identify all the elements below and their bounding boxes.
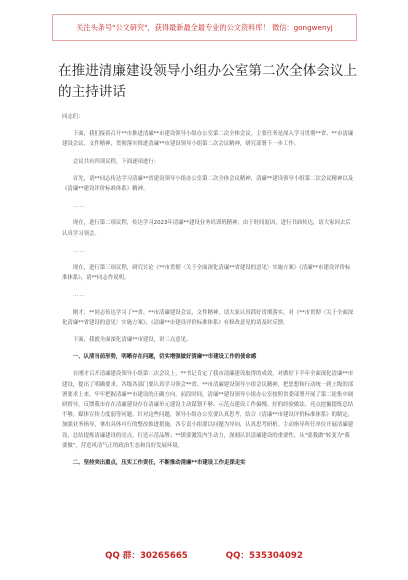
qq-group-label: QQ 群：30265665	[105, 551, 188, 561]
paragraph: 下面，我就全面深化清廉**市建设，讲三点意见。	[72, 337, 192, 344]
promo-banner	[52, 14, 357, 41]
document-title: 在推进清廉建设领导小组办公室第二次全体会议上的主持讲话	[58, 63, 358, 100]
paragraph: 在刚才召开清廉建设领导小组第二次会议上，**书记肯定了我市清廉建设取得的成效，对做好下半年全面深化清廉**市建设，提出了明确要求。各级各部门要认真学习领会**省、**市清廉建设领导小组会议精神，把思想和行动统一到上级的部署要求上来，牢牢把握清廉**市建设的正确方向。前段时间，清廉**建设领导小组办公室按照省委部署开展了第二轮集中调研督导，反馈我市存在清廉建设存在清廉单元建设主动谋划不够、示范点建设工作偏慢、好的经验做法、亮点挖掘提炼总结不够，媒体宣传力度弱等问题。针对这些问题，领导小组办公室要认真思考，结合《清廉**市建设评价标准体系》的制定，加强业务指导，拿出具体可行的整改推进措施。各专责小组要以问题为导向，认真思考研析。主动指导所任单位开展清廉建设，总结提炼清廉建设的亮点，打造示范品牌；**镇要激发内生动力，深刻认识清廉建设的重要性，从"要我做"转变为"我要做"，营造风清气正的政治生态和良好发展环境。	[62, 371, 354, 449]
promo-banner-text: 关注头条号"公文研究"，获得最新最全最专业的公文资料库！ 微信：gongwenyj	[76, 22, 333, 32]
paragraph: 下面，我们接着召开**市推进清廉**市建设领导小组办公室第二次全体会议。主要任务是深入学习贯彻**省、**市清廉建设会议、文件精神，贯彻落实推进清廉**市建设领导小组第二次会议精神，研究部署下一步工作。	[62, 131, 354, 148]
section-heading: 二、坚持突出重点，压实工作责任，不断推动清廉**市建设工作走深走实	[72, 460, 246, 467]
footer-contact	[0, 545, 408, 565]
paragraph: 刚才，**同志传达学习了**省、**市清廉建设会议、文件精神，请大家认真抓好贯彻落实。对《**市贯彻〈关于全面深化清廉**省建设的意见〉实施方案》、《清廉**市建设评价标准体系》有修改意见的请及时反馈。	[62, 309, 354, 326]
paragraph: 会议共有四项议程，下面逐项进行：	[72, 158, 160, 165]
paragraph: 现在，进行第三项议程，研究讨论《**市贯彻〈关于全面深化清廉**省建设的意见〉实施方案》《清廉**市建设评价标准体系》，请**同志作说明。	[62, 265, 351, 282]
document-body	[62, 112, 354, 475]
ellipsis: ……	[72, 247, 86, 254]
paragraph: 首先，请**同志传达学习清廉**省建设领导小组办公室第二次全体会议精神，清廉**建设领导小组第二次会议精神以及《清廉**建设评价标准体系》精神。	[62, 175, 354, 193]
qq-contact-label: QQ：535304092	[225, 551, 303, 561]
ellipsis: ……	[72, 292, 86, 299]
ellipsis: ……	[72, 203, 86, 210]
salutation: 同志们：	[62, 114, 84, 120]
paragraph: 现在，进行第二项议程，传达学习2023年清廉**建设业务培训班精神，由于时间原因，进行书面传达，请大家回去后认真学习领会。	[62, 220, 351, 237]
section-heading: 一、认清当前形势，明晰存在问题，切实增强做好清廉**市建设工作的使命感	[72, 354, 257, 361]
